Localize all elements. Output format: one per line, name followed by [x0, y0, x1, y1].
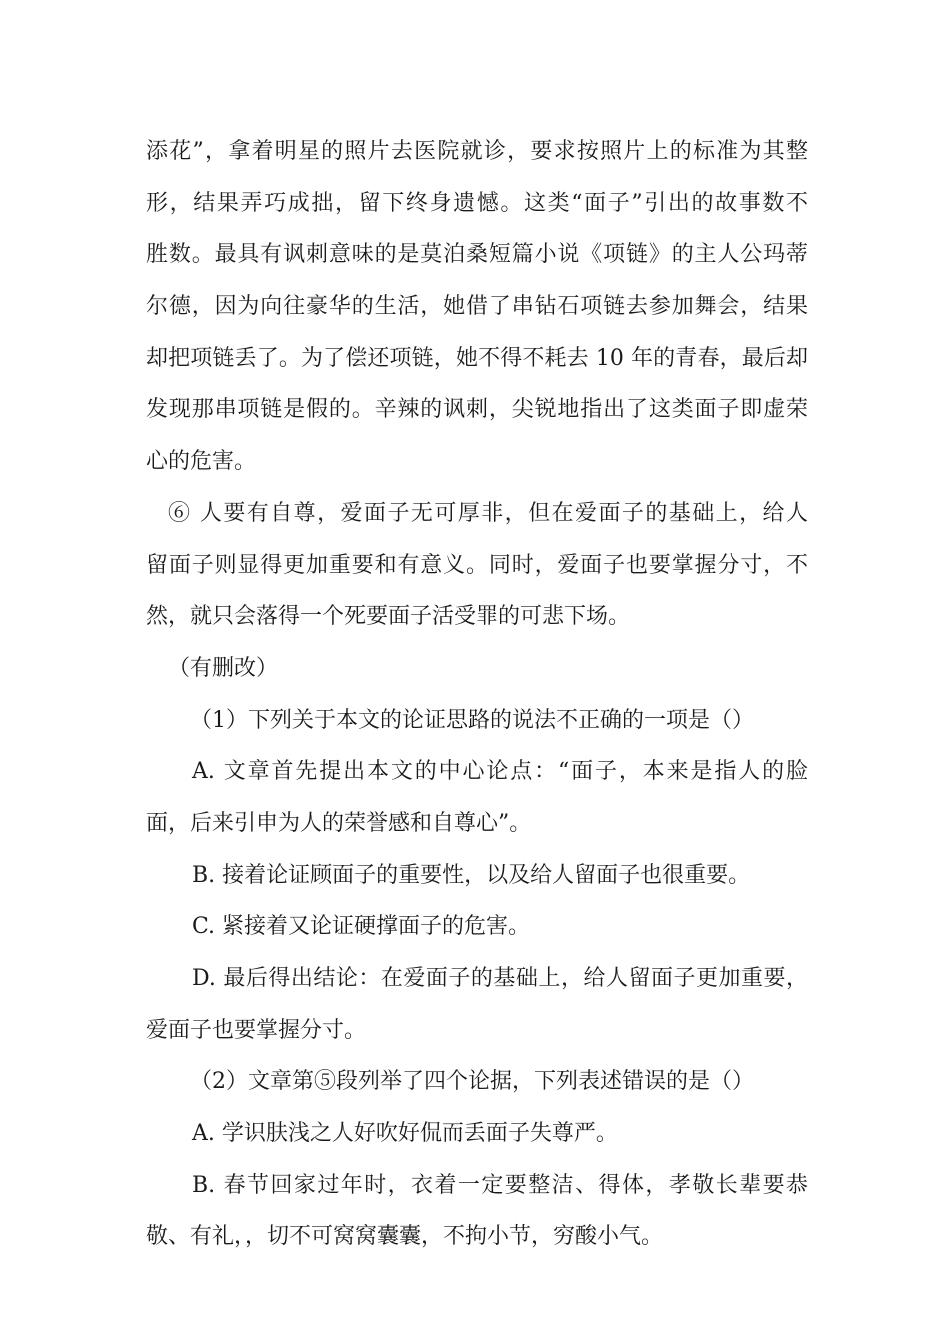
question-2-stem: （2）文章第⑤段列举了四个论据，下列表述错误的是（） [190, 1069, 754, 1095]
document-page [146, 126, 808, 1263]
question-1-option-d: D. 最后得出结论：在爱面子的基础上，给人留面子更加重要， [192, 966, 808, 991]
question-2-option-a: A. 学识肤浅之人好吹好侃而丢面子失尊严。 [192, 1121, 618, 1147]
paragraph-line: 胜数。最具有讽刺意味的是莫泊桑短篇小说《项链》的主人公玛蒂 [146, 242, 808, 268]
question-1-option-a: A. 文章首先提出本文的中心论点：“面子，本来是指人的脸 [192, 759, 808, 785]
paragraph-line: 留面子则显得更加重要和有意义。同时，爱面子也要掌握分寸，不 [146, 552, 808, 578]
paragraph-line: 尔德，因为向往豪华的生活，她借了串钻石项链去参加舞会，结果 [146, 294, 808, 320]
question-2-option-b-cont: 敬、有礼，，切不可窝窝囊囊，不拘小节，穷酸小气。 [146, 1224, 664, 1250]
paragraph-line: 添花”，拿着明星的照片去医院就诊，要求按照片上的标准为其整 [146, 139, 808, 164]
question-1-stem: （1）下列关于本文的论证思路的说法不正确的一项是（） [190, 707, 754, 733]
question-2-option-b: B. 春节回家过年时，衣着一定要整洁、得体，孝敬长辈要恭 [192, 1172, 808, 1198]
paragraph-line: 形，结果弄巧成拙，留下终身遗憾。这类“面子”引出的故事数不 [146, 190, 808, 216]
question-1-option-b: B. 接着论证顾面子的重要性，以及给人留面子也很重要。 [192, 862, 751, 888]
question-1-option-c: C. 紧接着又论证硬撑面子的危害。 [192, 914, 531, 940]
question-1-option-d-cont: 爱面子也要掌握分寸。 [146, 1017, 367, 1043]
paragraph-line: 却把项链丢了。为了偿还项链，她不得不耗去 10 年的青春，最后却 [146, 345, 808, 371]
source-note: （有删改） [168, 655, 279, 681]
paragraph-line: 心的危害。 [146, 449, 257, 475]
paragraph-line: ⑥ 人要有自尊，爱面子无可厚非，但在爱面子的基础上，给人 [168, 500, 808, 526]
paragraph-line: 发现那串项链是假的。辛辣的讽刺，尖锐地指出了这类面子即虚荣 [146, 397, 808, 423]
question-1-option-a-cont: 面，后来引申为人的荣誉感和自尊心”。 [146, 810, 532, 836]
paragraph-line: 然，就只会落得一个死要面子活受罪的可悲下场。 [146, 604, 631, 630]
